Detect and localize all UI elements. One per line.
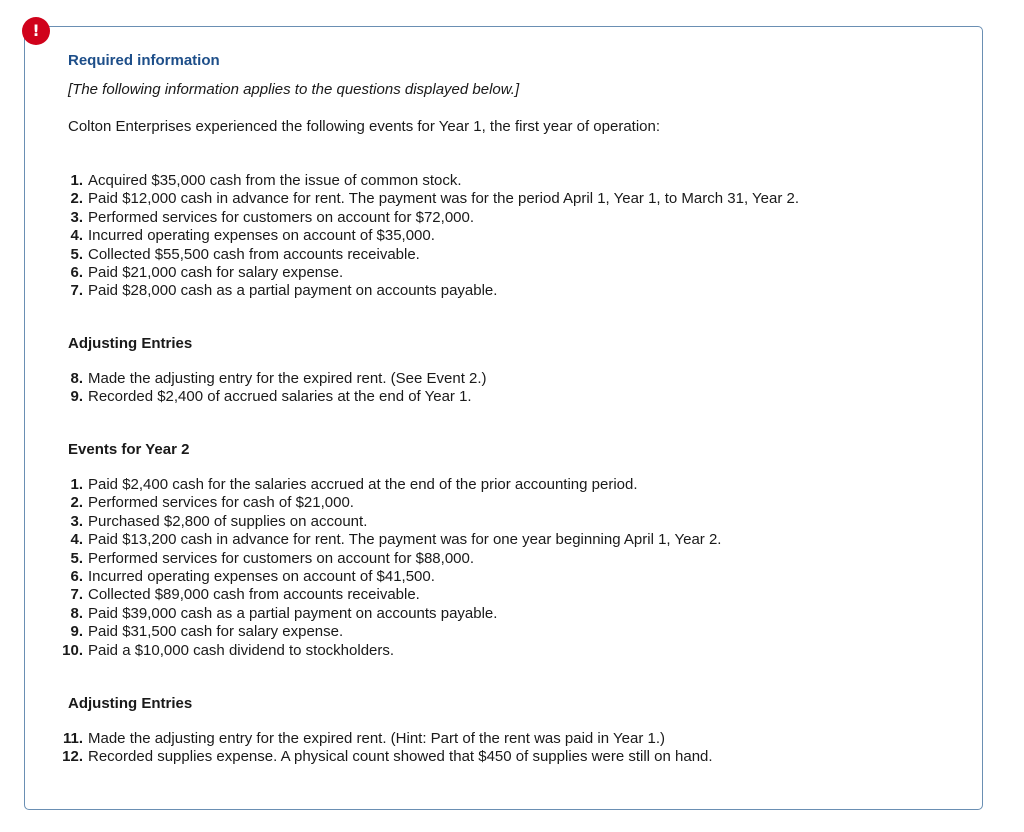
item-number: 3. bbox=[70, 208, 83, 226]
item-text: Paid $31,500 cash for salary expense. bbox=[88, 623, 344, 641]
item-text: Paid $21,000 cash for salary expense. bbox=[88, 264, 344, 282]
list-item bbox=[55, 494, 721, 512]
list-item bbox=[55, 586, 721, 604]
required-information-card bbox=[24, 26, 983, 810]
item-text: Acquired $35,000 cash from the issue of common stock. bbox=[88, 172, 462, 189]
list-item bbox=[55, 190, 799, 208]
year2-events-list bbox=[55, 476, 721, 660]
list-item bbox=[55, 623, 721, 641]
item-number: 3. bbox=[70, 512, 83, 530]
item-text: Incurred operating expenses on account of $41,500. bbox=[88, 568, 435, 586]
item-number: 5. bbox=[70, 245, 83, 263]
item-text: Paid a $10,000 cash dividend to stockholders. bbox=[88, 641, 395, 659]
list-item bbox=[55, 388, 487, 406]
list-item bbox=[55, 172, 799, 190]
item-number: 9. bbox=[70, 623, 83, 641]
list-item bbox=[55, 209, 799, 227]
item-text: Collected $89,000 cash from accounts receivable. bbox=[88, 586, 420, 604]
list-item bbox=[55, 568, 721, 586]
item-number: 7. bbox=[70, 586, 83, 604]
list-item bbox=[55, 227, 799, 245]
item-number: 1. bbox=[70, 172, 83, 189]
item-number: 6. bbox=[70, 264, 83, 282]
item-text: Recorded $2,400 of accrued salaries at the end of Year 1. bbox=[88, 388, 472, 406]
item-number: 8. bbox=[70, 370, 83, 387]
list-item bbox=[55, 748, 713, 766]
list-item bbox=[55, 730, 713, 748]
item-text: Recorded supplies expense. A physical count showed that $450 of supplies were still on hand. bbox=[88, 748, 713, 766]
list-item bbox=[55, 642, 721, 660]
list-item bbox=[55, 513, 721, 531]
item-text: Paid $39,000 cash as a partial payment on accounts payable. bbox=[88, 604, 498, 622]
list-item bbox=[55, 605, 721, 623]
adjusting-entries-heading-2: Adjusting Entries bbox=[68, 695, 193, 712]
year2-events-heading: Events for Year 2 bbox=[68, 441, 190, 458]
list-item bbox=[55, 370, 487, 388]
item-number: 2. bbox=[70, 494, 83, 512]
adjusting-entries-list-2 bbox=[55, 730, 713, 767]
item-number: 5. bbox=[70, 549, 83, 567]
item-number: 12. bbox=[62, 748, 83, 766]
item-number: 10. bbox=[62, 641, 83, 659]
alert-icon: ! bbox=[22, 17, 50, 45]
item-text: Performed services for cash of $21,000. bbox=[88, 494, 354, 512]
card-note: [The following information applies to the questions displayed below.] bbox=[68, 81, 520, 98]
intro-text: Colton Enterprises experienced the following events for Year 1, the first year of operation: bbox=[68, 118, 661, 135]
item-text: Paid $13,200 cash in advance for rent. The payment was for one year beginning April 1, Year 2. bbox=[88, 531, 722, 549]
adjusting-entries-list-1 bbox=[55, 370, 487, 407]
item-text: Made the adjusting entry for the expired rent. (See Event 2.) bbox=[88, 370, 487, 387]
item-number: 4. bbox=[70, 531, 83, 549]
item-text: Performed services for customers on account for $88,000. bbox=[88, 549, 475, 567]
item-text: Paid $12,000 cash in advance for rent. The payment was for the period April 1, Year 1, to March 31, Year 2. bbox=[88, 190, 800, 208]
item-number: 6. bbox=[70, 568, 83, 586]
item-text: Paid $28,000 cash as a partial payment on accounts payable. bbox=[88, 282, 498, 300]
list-item bbox=[55, 246, 799, 264]
list-item bbox=[55, 550, 721, 568]
adjusting-entries-heading-1: Adjusting Entries bbox=[68, 335, 193, 352]
item-text: Purchased $2,800 of supplies on account. bbox=[88, 512, 368, 530]
item-number: 4. bbox=[70, 227, 83, 245]
item-text: Paid $2,400 cash for the salaries accrued at the end of the prior accounting period. bbox=[88, 476, 638, 493]
year1-events-list bbox=[55, 172, 799, 301]
item-number: 7. bbox=[70, 282, 83, 300]
list-item bbox=[55, 264, 799, 282]
card-title: Required information bbox=[68, 52, 220, 69]
item-number: 11. bbox=[62, 730, 83, 747]
list-item bbox=[55, 531, 721, 549]
item-text: Performed services for customers on account for $72,000. bbox=[88, 208, 475, 226]
item-text: Incurred operating expenses on account of $35,000. bbox=[88, 227, 435, 245]
item-text: Made the adjusting entry for the expired rent. (Hint: Part of the rent was paid in Year 1.) bbox=[88, 730, 665, 747]
list-item bbox=[55, 282, 799, 300]
item-number: 1. bbox=[70, 476, 83, 493]
item-number: 2. bbox=[70, 190, 83, 208]
list-item bbox=[55, 476, 721, 494]
item-number: 8. bbox=[70, 604, 83, 622]
item-number: 9. bbox=[70, 388, 83, 406]
item-text: Collected $55,500 cash from accounts receivable. bbox=[88, 245, 420, 263]
